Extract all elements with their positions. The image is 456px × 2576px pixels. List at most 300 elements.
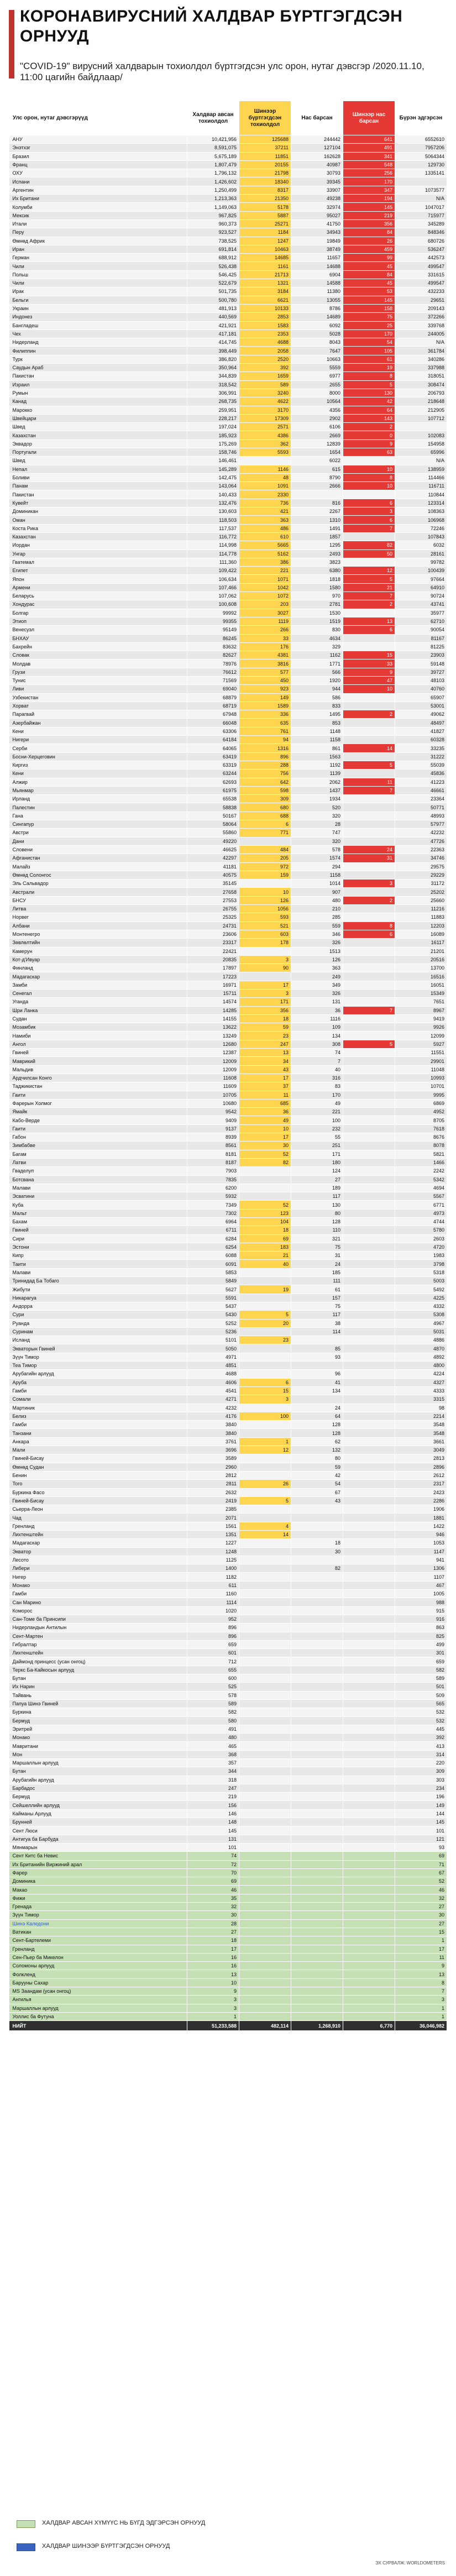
cell-deaths: 10564 — [291, 397, 343, 406]
table-row — [9, 913, 447, 922]
cell-total-cases: 4971 — [187, 1353, 239, 1361]
cell-new-deaths: 347 — [343, 186, 395, 194]
cell-country-name: Шри Ланка — [9, 1006, 187, 1014]
table-row — [9, 939, 447, 947]
cell-country-name: Чили — [9, 279, 187, 287]
cell-country-name: Сингапур — [9, 820, 187, 829]
cell-new-deaths — [343, 1158, 395, 1166]
cell-total-cases: 26755 — [187, 905, 239, 913]
total-new-deaths: 6,770 — [343, 2021, 395, 2031]
cell-new-cases: 1161 — [239, 262, 291, 270]
cell-total-cases: 35 — [187, 1894, 239, 1902]
table-row — [9, 1818, 447, 1826]
cell-recovered: 565 — [395, 1699, 447, 1708]
cell-recovered: 53001 — [395, 701, 447, 710]
cell-country-name: Буркина — [9, 1708, 187, 1716]
cell-new-deaths — [343, 1953, 395, 1961]
cell-deaths: 67 — [291, 1488, 343, 1496]
cell-new-deaths: 356 — [343, 219, 395, 228]
cell-new-cases — [239, 1590, 291, 1598]
cell-new-deaths — [343, 1886, 395, 1894]
cell-recovered — [395, 423, 447, 431]
cell-deaths: 36 — [291, 1006, 343, 1014]
cell-country-name: Казахстан — [9, 532, 187, 541]
cell-new-deaths: 47 — [343, 677, 395, 685]
cell-recovered: 65996 — [395, 448, 447, 456]
cell-recovered: 101 — [395, 1826, 447, 1835]
cell-deaths — [291, 1767, 343, 1776]
cell-total-cases: 712 — [187, 1657, 239, 1666]
table-row — [9, 609, 447, 617]
total-total-cases: 51,233,588 — [187, 2021, 239, 2031]
table-row — [9, 862, 447, 871]
cell-total-cases: 12009 — [187, 1065, 239, 1074]
cell-total-cases: 41181 — [187, 862, 239, 871]
cell-country-name: Малави — [9, 1268, 187, 1276]
cell-new-deaths — [343, 1640, 395, 1648]
table-body — [9, 135, 447, 2031]
cell-country-name: Куба — [9, 1201, 187, 1209]
cell-new-deaths — [343, 1032, 395, 1040]
table-row — [9, 642, 447, 651]
cell-new-deaths — [343, 1480, 395, 1488]
cell-deaths — [291, 1666, 343, 1674]
cell-recovered: 49062 — [395, 710, 447, 719]
cell-recovered: 145 — [395, 1818, 447, 1826]
table-row — [9, 219, 447, 228]
cell-new-cases — [239, 1852, 291, 1860]
cell-recovered: 7 — [395, 1987, 447, 1996]
cell-new-cases — [239, 1463, 291, 1471]
cell-deaths: 1162 — [291, 651, 343, 659]
table-row — [9, 1386, 447, 1395]
cell-country-name: Бутан — [9, 1674, 187, 1683]
cell-deaths — [291, 1522, 343, 1530]
cell-new-cases: 1 — [239, 1437, 291, 1446]
cell-recovered: 1 — [395, 2004, 447, 2012]
cell-new-deaths — [343, 1632, 395, 1640]
cell-recovered: 361784 — [395, 347, 447, 355]
cell-total-cases: 2419 — [187, 1496, 239, 1505]
cell-country-name: Иран — [9, 245, 187, 253]
cell-deaths: 1491 — [291, 524, 343, 532]
cell-total-cases: 5437 — [187, 1302, 239, 1310]
cell-recovered: 29229 — [395, 871, 447, 879]
cell-new-cases — [239, 1835, 291, 1843]
table-row — [9, 1336, 447, 1344]
table-row — [9, 981, 447, 989]
table-row — [9, 1488, 447, 1496]
cell-new-cases: 2330 — [239, 490, 291, 499]
cell-new-cases: 43 — [239, 1065, 291, 1074]
cell-recovered: 22363 — [395, 845, 447, 854]
cell-total-cases: 6964 — [187, 1218, 239, 1226]
cell-recovered: 16089 — [395, 930, 447, 938]
cell-deaths: 308 — [291, 1040, 343, 1048]
table-row — [9, 1099, 447, 1107]
cell-country-name: Швед — [9, 423, 187, 431]
cell-new-cases: 21713 — [239, 270, 291, 279]
cell-recovered: 3548 — [395, 1429, 447, 1437]
cell-new-cases: 3170 — [239, 406, 291, 414]
cell-deaths: 19849 — [291, 237, 343, 245]
table-row — [9, 1801, 447, 1809]
cell-country-name: Албани — [9, 922, 187, 930]
table-row — [9, 406, 447, 414]
table-row — [9, 431, 447, 439]
cell-new-cases — [239, 1624, 291, 1632]
cell-new-deaths — [343, 1996, 395, 2004]
cell-new-cases — [239, 1421, 291, 1429]
cell-new-cases: 3240 — [239, 389, 291, 397]
cell-recovered: 244005 — [395, 329, 447, 338]
table-row — [9, 1446, 447, 1454]
cell-new-deaths — [343, 693, 395, 701]
cell-total-cases: 15711 — [187, 989, 239, 997]
table-row — [9, 1268, 447, 1276]
cell-total-cases: 3589 — [187, 1454, 239, 1463]
cell-deaths — [291, 1835, 343, 1843]
cell-new-deaths — [343, 1353, 395, 1361]
cell-deaths: 127104 — [291, 144, 343, 152]
table-row — [9, 972, 447, 981]
cell-recovered: 825 — [395, 1632, 447, 1640]
cell-deaths: 1818 — [291, 575, 343, 583]
cell-recovered: 2603 — [395, 1234, 447, 1243]
cell-new-deaths: 2 — [343, 896, 395, 904]
cell-recovered: 50771 — [395, 803, 447, 811]
cell-new-cases — [239, 1978, 291, 1987]
cell-total-cases: 1,149,063 — [187, 203, 239, 211]
cell-recovered: 582 — [395, 1666, 447, 1674]
cell-new-cases: 3 — [239, 955, 291, 964]
cell-country-name: Гренланд — [9, 1522, 187, 1530]
total-recovered: 36,046,982 — [395, 2021, 447, 2031]
cell-country-name: Гамби — [9, 1590, 187, 1598]
cell-new-deaths: 12 — [343, 567, 395, 575]
cell-total-cases: 525 — [187, 1683, 239, 1691]
cell-deaths: 162628 — [291, 152, 343, 160]
cell-recovered: 81167 — [395, 634, 447, 642]
cell-total-cases: 500,780 — [187, 296, 239, 304]
table-row — [9, 1868, 447, 1877]
cell-new-deaths: 26 — [343, 237, 395, 245]
table-row — [9, 1218, 447, 1226]
cell-country-name: Бангладеш — [9, 321, 187, 329]
cell-recovered: 34746 — [395, 854, 447, 862]
cell-country-name: Анкара — [9, 1437, 187, 1446]
table-row — [9, 964, 447, 972]
cell-deaths: 520 — [291, 803, 343, 811]
cell-new-deaths — [343, 1082, 395, 1091]
cell-new-cases: 17 — [239, 1074, 291, 1082]
cell-new-cases: 1119 — [239, 617, 291, 625]
cell-new-deaths — [343, 1793, 395, 1801]
cell-country-name: Соломоны арлууд — [9, 1962, 187, 1970]
cell-recovered: 589 — [395, 1674, 447, 1683]
cell-total-cases: 5853 — [187, 1268, 239, 1276]
cell-country-name: Малайз — [9, 862, 187, 871]
cell-total-cases: 1,807,479 — [187, 160, 239, 169]
table-row — [9, 1454, 447, 1463]
cell-total-cases: 896 — [187, 1624, 239, 1632]
cell-new-deaths: 7 — [343, 786, 395, 794]
cell-new-deaths: 8 — [343, 372, 395, 380]
column-header-new-deaths: Шинээр нас барсан — [343, 101, 395, 135]
cell-recovered: 988 — [395, 1598, 447, 1606]
cell-new-deaths — [343, 1133, 395, 1142]
table-row — [9, 203, 447, 211]
cell-deaths — [291, 1615, 343, 1623]
cell-deaths: 134 — [291, 1032, 343, 1040]
cell-new-deaths — [343, 998, 395, 1006]
cell-recovered: 129730 — [395, 160, 447, 169]
table-row — [9, 1006, 447, 1014]
cell-country-name: Теа Тимор — [9, 1362, 187, 1370]
cell-new-deaths — [343, 1759, 395, 1767]
cell-new-deaths — [343, 888, 395, 896]
cell-total-cases: 62693 — [187, 778, 239, 786]
cell-country-name: Өмнөд Солонгос — [9, 871, 187, 879]
cell-total-cases: 114,778 — [187, 549, 239, 558]
table-row — [9, 1480, 447, 1488]
cell-new-cases — [239, 1793, 291, 1801]
table-row — [9, 532, 447, 541]
cell-recovered: 25660 — [395, 896, 447, 904]
cell-deaths — [291, 1632, 343, 1640]
cell-deaths: 59 — [291, 1463, 343, 1471]
cell-new-cases — [239, 1809, 291, 1818]
cell-recovered: 2813 — [395, 1454, 447, 1463]
table-row — [9, 811, 447, 820]
cell-new-deaths — [343, 1074, 395, 1082]
cell-total-cases: 10 — [187, 1978, 239, 1987]
cell-new-cases — [239, 972, 291, 981]
cell-new-deaths — [343, 981, 395, 989]
cell-deaths: 249 — [291, 972, 343, 981]
table-row — [9, 499, 447, 507]
cell-recovered: 20516 — [395, 955, 447, 964]
cell-recovered: 1 — [395, 2012, 447, 2020]
cell-new-cases: 2571 — [239, 423, 291, 431]
cell-total-cases: 101 — [187, 1843, 239, 1851]
cell-deaths: 907 — [291, 888, 343, 896]
cell-total-cases: 344 — [187, 1767, 239, 1776]
cell-total-cases: 95149 — [187, 626, 239, 634]
cell-new-cases: 18340 — [239, 177, 291, 186]
cell-new-cases: 8317 — [239, 186, 291, 194]
cell-new-cases: 577 — [239, 668, 291, 676]
cell-deaths — [291, 1953, 343, 1961]
cell-total-cases: 117,537 — [187, 524, 239, 532]
cell-total-cases: 76612 — [187, 668, 239, 676]
cell-deaths: 185 — [291, 1268, 343, 1276]
cell-country-name: Беларусь — [9, 592, 187, 600]
table-row — [9, 1082, 447, 1091]
cell-country-name: Доминика — [9, 1877, 187, 1886]
cell-country-name: Брунней — [9, 1818, 187, 1826]
table-row — [9, 998, 447, 1006]
cell-new-cases: 6 — [239, 1378, 291, 1386]
cell-new-deaths — [343, 1657, 395, 1666]
cell-country-name: Испани — [9, 177, 187, 186]
cell-country-name: БНСУ — [9, 896, 187, 904]
cell-new-deaths: 61 — [343, 355, 395, 363]
table-row — [9, 237, 447, 245]
table-row — [9, 473, 447, 481]
cell-country-name: Израил — [9, 380, 187, 389]
cell-country-name: Сент-Мартен — [9, 1632, 187, 1640]
table-row — [9, 1362, 447, 1370]
cell-new-cases: 125688 — [239, 135, 291, 144]
cell-new-deaths: 15 — [343, 651, 395, 659]
cell-total-cases: 344,839 — [187, 372, 239, 380]
cell-deaths: 1192 — [291, 761, 343, 769]
cell-total-cases: 480 — [187, 1734, 239, 1742]
cell-deaths — [291, 1903, 343, 1911]
table-row — [9, 1378, 447, 1386]
cell-country-name: Тринидад Ба Тобаго — [9, 1277, 187, 1285]
cell-total-cases: 350,964 — [187, 364, 239, 372]
cell-country-name: Ирак — [9, 287, 187, 296]
cell-new-cases: 610 — [239, 532, 291, 541]
cell-new-cases — [239, 1632, 291, 1640]
cell-deaths — [291, 1987, 343, 1996]
cell-recovered: 372266 — [395, 313, 447, 321]
cell-new-cases: 5593 — [239, 448, 291, 456]
cell-total-cases: 421,921 — [187, 321, 239, 329]
cell-country-name: Бенин — [9, 1471, 187, 1479]
cell-new-cases: 171 — [239, 998, 291, 1006]
cell-recovered: 445 — [395, 1725, 447, 1733]
table-row — [9, 549, 447, 558]
cell-new-deaths: 219 — [343, 211, 395, 219]
cell-deaths — [291, 1928, 343, 1936]
table-row — [9, 795, 447, 803]
cell-new-cases: 37 — [239, 1082, 291, 1091]
cell-new-cases — [239, 1573, 291, 1581]
cell-new-deaths: 6 — [343, 499, 395, 507]
cell-deaths: 6904 — [291, 270, 343, 279]
cell-new-deaths — [343, 1699, 395, 1708]
cell-country-name: Ангол — [9, 1040, 187, 1048]
cell-country-name: Зүүн Тимор — [9, 1911, 187, 1919]
cell-recovered: 5064344 — [395, 152, 447, 160]
cell-new-cases: 90 — [239, 964, 291, 972]
cell-recovered: 318051 — [395, 372, 447, 380]
cell-recovered: 4224 — [395, 1370, 447, 1378]
table-row — [9, 1421, 447, 1429]
table-row — [9, 1167, 447, 1175]
cell-country-name: Малави — [9, 1184, 187, 1192]
cell-country-name: Палестин — [9, 803, 187, 811]
cell-deaths: 124 — [291, 1167, 343, 1175]
cell-country-name: Энэтхэг — [9, 144, 187, 152]
cell-recovered: 28161 — [395, 549, 447, 558]
cell-new-cases: 923 — [239, 685, 291, 693]
cell-new-cases — [239, 1471, 291, 1479]
table-row — [9, 1683, 447, 1691]
cell-new-cases: 6621 — [239, 296, 291, 304]
cell-deaths: 117 — [291, 1311, 343, 1319]
cell-deaths: 49 — [291, 1099, 343, 1107]
cell-recovered: 509 — [395, 1691, 447, 1699]
cell-deaths: 326 — [291, 939, 343, 947]
cell-new-cases — [239, 1277, 291, 1285]
cell-deaths: 128 — [291, 1429, 343, 1437]
cell-new-cases — [239, 1911, 291, 1919]
cell-country-name: Бахам — [9, 1218, 187, 1226]
cell-deaths: 80 — [291, 1209, 343, 1217]
cell-total-cases: 99992 — [187, 609, 239, 617]
cell-total-cases: 131 — [187, 1835, 239, 1843]
cell-recovered: 149 — [395, 1801, 447, 1809]
cell-total-cases: 4232 — [187, 1404, 239, 1412]
cell-total-cases: 4606 — [187, 1378, 239, 1386]
cell-deaths: 62 — [291, 1437, 343, 1446]
cell-new-deaths — [343, 1911, 395, 1919]
table-row — [9, 1590, 447, 1598]
cell-new-deaths — [343, 752, 395, 761]
table-row — [9, 879, 447, 888]
cell-new-cases: 450 — [239, 677, 291, 685]
cell-recovered: 100439 — [395, 567, 447, 575]
cell-deaths: 61 — [291, 1285, 343, 1294]
cell-new-cases — [239, 1919, 291, 1928]
cell-country-name: Фижи — [9, 1894, 187, 1902]
cell-country-name: Финланд — [9, 964, 187, 972]
cell-deaths: 10663 — [291, 355, 343, 363]
cell-recovered: 60328 — [395, 736, 447, 744]
cell-new-deaths: 158 — [343, 304, 395, 312]
cell-country-name: Монако — [9, 1734, 187, 1742]
cell-new-deaths — [343, 2004, 395, 2012]
cell-total-cases: 14574 — [187, 998, 239, 1006]
table-row — [9, 1370, 447, 1378]
table-row — [9, 701, 447, 710]
cell-new-deaths: 2 — [343, 423, 395, 431]
cell-new-deaths — [343, 1124, 395, 1133]
cell-country-name: Эквадор — [9, 439, 187, 448]
cell-total-cases: 580 — [187, 1716, 239, 1725]
cell-new-cases: 1072 — [239, 592, 291, 600]
cell-new-deaths — [343, 1218, 395, 1226]
cell-new-cases: 159 — [239, 871, 291, 879]
cell-new-deaths — [343, 1928, 395, 1936]
cell-country-name: Гвиней — [9, 1226, 187, 1234]
cell-total-cases: 107,062 — [187, 592, 239, 600]
cell-new-deaths: 5 — [343, 575, 395, 583]
cell-new-cases — [239, 1598, 291, 1606]
cell-country-name: Коста Рика — [9, 524, 187, 532]
cell-new-deaths — [343, 1192, 395, 1201]
cell-new-deaths — [343, 1767, 395, 1776]
table-row — [9, 364, 447, 372]
cell-country-name: Зүүн Тимор — [9, 1353, 187, 1361]
table-row — [9, 1894, 447, 1902]
cell-new-cases: 10133 — [239, 304, 291, 312]
table-row — [9, 389, 447, 397]
cell-new-deaths: 11 — [343, 778, 395, 786]
cell-new-cases: 363 — [239, 516, 291, 524]
cell-new-cases: 21 — [239, 1252, 291, 1260]
cell-new-cases: 36 — [239, 1108, 291, 1116]
cell-country-name: Польш — [9, 270, 187, 279]
cell-deaths: 180 — [291, 1158, 343, 1166]
cell-recovered: 102083 — [395, 431, 447, 439]
cell-recovered: 314 — [395, 1750, 447, 1758]
cell-deaths — [291, 1852, 343, 1860]
